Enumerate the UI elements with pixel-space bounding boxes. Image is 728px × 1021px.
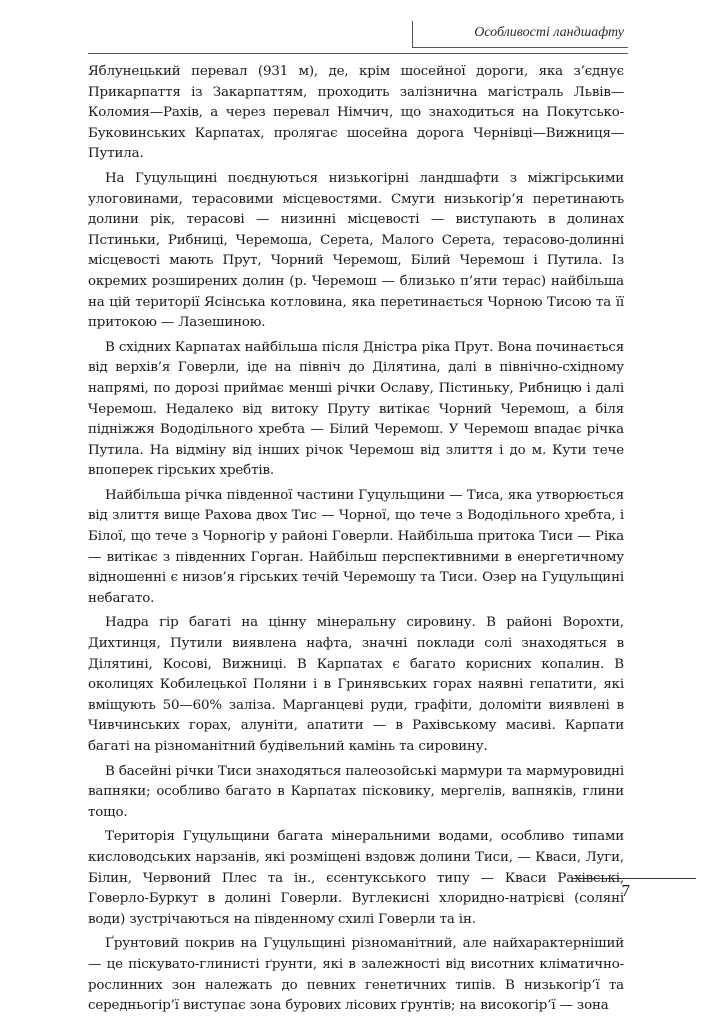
running-header: Особливості ландшафту	[412, 21, 628, 48]
header-rule	[88, 53, 628, 54]
body-text	[88, 62, 624, 1021]
paragraph-continued: Яблунецький перевал (931 м), де, крім шосейної дороги, яка з’єднує Прикарпаття із Закарпаттям, проходить залізнична магістраль Львів—Коломия—Рахів, а через перевал Німчич, що знаходиться на Покутсько-Буковинських Карпатах, пролягає шосейна дорога Чернівці—Вижниця—Путила.	[88, 64, 624, 162]
paragraph: В східних Карпатах найбільша після Дністра ріка Прут. Вона починається від верхів’я Говерли, іде на північ до Ділятина, далі в північно-східному напрямі, по дорозі приймає менші річки Ославу, Пістиньку, Рибницю і далі Черемош. Недалеко від витоку Пруту витікає Чорний Черемош, а біля підніжжя Вододільного хребта — Білий Черемош. У Черемош впадає річка Путила. На відміну від інших річок Черемош від злиття і до м. Кути тече впоперек гірських хребтів.	[88, 339, 624, 479]
paragraph: На Гуцульщині поєднуються низькогірні ландшафти з міжгірськими улоговинами, терасовими місцевостями. Смуги низькогір’я перетинають долини рік, терасові — низинні місцевості — виступають в долинах Пстиньки, Рибниці, Черемоша, Серета, Малого Серета, терасово-долинні місцевості мають Прут, Чорний Черемош, Білий Черемош і Путила. Із окремих розширених долин (р. Черемош — близько п’яти терас) найбільша на цій території Ясінська котловина, яка перетинається Чорною Тисою та її притокою — Лазешиною.	[88, 170, 624, 331]
paragraph: Найбільша річка південної частини Гуцульщини — Тиса, яка утворюється від злиття вище Рахова двох Тис — Чорної, що тече з Вододільного хребта, і Білої, що тече з Чорногір у районі Говерли. Найбільша притока Тиси — Ріка — витікає з південних Горган. Найбільш перспективними в енергетичному відношенні є низов’я гірських течій Черемошу та Тиси. Озер на Гуцульщині небагато.	[88, 487, 624, 606]
paragraph: Надра гір багаті на цінну мінеральну сировину. В районі Ворохти, Дихтинця, Путили виявлена нафта, значні поклади солі знаходяться в Ділятині, Косові, Вижниці. В Карпатах є багато корисних копалин. В околицях Кобилецької Поляни і в Гринявських горах наявні гепатити, які вміщують 50—60% заліза. Марганцеві руди, графіти, доломіти виявлені в Чивчинських горах, алуніти, апатити — в Рахівському масиві. Карпати багаті на різноманітний будівельний камінь та сировину.	[88, 615, 624, 754]
paragraph: В басейні річки Тиси знаходяться палеозойські мармури та мармуровидні вапняки; особливо багато в Карпатах пісковику, мергелів, вапняків, глини тощо.	[88, 763, 624, 820]
page-number: 7	[621, 881, 630, 900]
paragraph: Ґрунтовий покрив на Гуцульщині різноманітний, але найхарактерніший — це піскувато-глинисті ґрунти, які в залежності від висотних кліматично-рослинних зон належать до певних генетичних типів. В низькогір’ї та середньогір’ї виступає зона бурових лісових ґрунтів; на високогір’ї — зона	[88, 936, 624, 1014]
footer-rule	[572, 878, 696, 879]
paragraph: Територія Гуцульщини багата мінеральними водами, особливо типами кисловодських нарзанів, які розміщені вздовж долини Тиси, — Кваси, Луги, Білин, Червоний Плес та ін., єсентукського типу — Кваси Рахівські, Говерло-Буркут в долині Говерли. Вуглекисні хлоридно-натрієві (соляні води) зустрічаються на південному схилі Говерли та ін.	[88, 829, 624, 927]
